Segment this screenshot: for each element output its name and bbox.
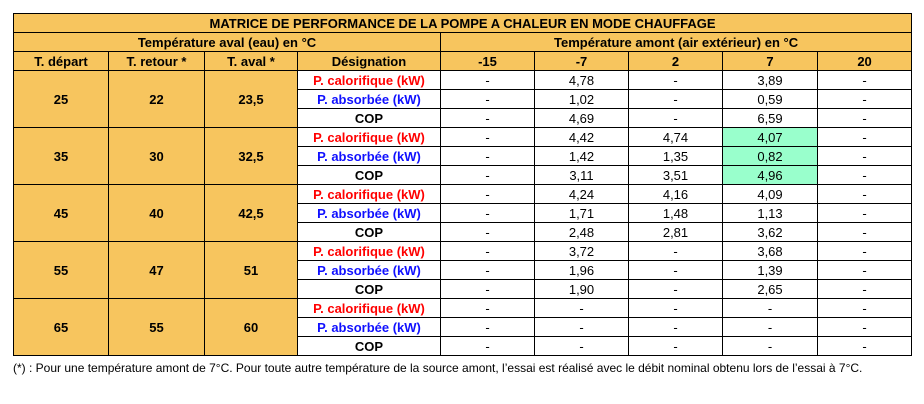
cell-value: - [818,261,912,280]
table-row [14,242,912,261]
cell-value: 4,78 [535,71,629,90]
col-header-amont-5: 20 [818,52,912,71]
header-amont: Température amont (air extérieur) en °C [441,33,912,52]
cell-value: - [441,71,535,90]
table-body [14,71,912,356]
cell-value: 2,81 [629,223,723,242]
col-header-amont-3: 2 [629,52,723,71]
cell-designation: P. absorbée (kW) [298,147,441,166]
cell-value: - [441,109,535,128]
cell-value: - [629,280,723,299]
cell-t-aval: 51 [205,242,298,299]
cell-designation: COP [298,280,441,299]
cell-t-depart: 65 [14,299,109,356]
cell-value: 3,51 [629,166,723,185]
table-row [14,71,912,90]
col-header-amont-4: 7 [723,52,818,71]
cell-value: 3,68 [723,242,818,261]
cell-value: - [441,204,535,223]
cell-value: - [441,299,535,318]
cell-value: 4,42 [535,128,629,147]
cell-value: 4,09 [723,185,818,204]
cell-value: - [629,71,723,90]
cell-t-depart: 25 [14,71,109,128]
cell-value: - [441,242,535,261]
cell-designation: P. calorifique (kW) [298,242,441,261]
cell-value: - [723,337,818,356]
cell-value: - [629,337,723,356]
cell-value: - [535,337,629,356]
cell-designation: P. calorifique (kW) [298,185,441,204]
table-row [14,128,912,147]
cell-value: 1,39 [723,261,818,280]
cell-value: 2,48 [535,223,629,242]
cell-value: 3,89 [723,71,818,90]
cell-value: - [535,299,629,318]
cell-value: 1,90 [535,280,629,299]
cell-value: 6,59 [723,109,818,128]
cell-value: - [723,318,818,337]
cell-value: 1,48 [629,204,723,223]
cell-value: 4,16 [629,185,723,204]
cell-value: - [818,299,912,318]
cell-value: - [818,166,912,185]
col-header-t-depart: T. départ [14,52,109,71]
cell-t-depart: 35 [14,128,109,185]
cell-value: - [629,261,723,280]
cell-value: 1,96 [535,261,629,280]
cell-value: - [818,337,912,356]
cell-value: - [629,242,723,261]
cell-value: 0,59 [723,90,818,109]
cell-value: 0,82 [723,147,818,166]
cell-value: 3,72 [535,242,629,261]
cell-designation: COP [298,223,441,242]
cell-value: 1,13 [723,204,818,223]
cell-designation: P. absorbée (kW) [298,204,441,223]
cell-value: - [818,280,912,299]
cell-value: - [818,109,912,128]
cell-t-aval: 32,5 [205,128,298,185]
cell-value: - [818,223,912,242]
performance-table [13,13,912,356]
cell-value: - [441,166,535,185]
cell-value: 4,24 [535,185,629,204]
cell-t-retour: 22 [109,71,205,128]
cell-designation: P. calorifique (kW) [298,299,441,318]
cell-value: - [441,337,535,356]
cell-value: - [629,109,723,128]
col-header-t-retour: T. retour * [109,52,205,71]
cell-value: - [441,147,535,166]
cell-value: - [723,299,818,318]
cell-t-aval: 60 [205,299,298,356]
cell-value: 4,74 [629,128,723,147]
col-header-designation: Désignation [298,52,441,71]
cell-designation: P. absorbée (kW) [298,90,441,109]
cell-designation: COP [298,166,441,185]
table-row [14,185,912,204]
cell-value: - [441,318,535,337]
cell-value: 1,02 [535,90,629,109]
col-header-amont-1: -15 [441,52,535,71]
cell-value: - [818,242,912,261]
cell-value: - [441,90,535,109]
cell-t-depart: 55 [14,242,109,299]
cell-value: 4,96 [723,166,818,185]
cell-t-retour: 40 [109,185,205,242]
cell-value: - [818,147,912,166]
cell-value: 1,71 [535,204,629,223]
table-row [14,299,912,318]
cell-value: - [818,128,912,147]
cell-value: - [441,280,535,299]
cell-t-aval: 23,5 [205,71,298,128]
cell-value: 1,42 [535,147,629,166]
cell-value: - [629,90,723,109]
cell-value: - [441,261,535,280]
cell-value: - [441,128,535,147]
cell-designation: P. calorifique (kW) [298,128,441,147]
cell-t-retour: 55 [109,299,205,356]
cell-value: 4,69 [535,109,629,128]
cell-designation: P. absorbée (kW) [298,261,441,280]
table-title: MATRICE DE PERFORMANCE DE LA POMPE A CHALEUR EN MODE CHAUFFAGE [14,14,912,33]
cell-value: - [629,318,723,337]
cell-designation: COP [298,337,441,356]
cell-value: 1,35 [629,147,723,166]
cell-designation: P. absorbée (kW) [298,318,441,337]
performance-matrix [13,13,911,376]
cell-t-retour: 47 [109,242,205,299]
cell-value: - [441,223,535,242]
cell-value: - [441,185,535,204]
cell-value: - [818,71,912,90]
cell-value: 3,11 [535,166,629,185]
cell-t-retour: 30 [109,128,205,185]
cell-value: - [629,299,723,318]
cell-value: - [818,318,912,337]
cell-designation: COP [298,109,441,128]
col-header-t-aval: T. aval * [205,52,298,71]
cell-value: - [535,318,629,337]
footnote: (*) : Pour une température amont de 7°C. Pour toute autre température de la source amont, l’essai est réalisé avec le débit nominal obtenu lors de l’essai à 7°C. [13,361,863,375]
cell-value: 3,62 [723,223,818,242]
cell-value: 4,07 [723,128,818,147]
col-header-amont-2: -7 [535,52,629,71]
cell-designation: P. calorifique (kW) [298,71,441,90]
cell-value: - [818,204,912,223]
cell-value: - [818,185,912,204]
header-aval: Température aval (eau) en °C [14,33,441,52]
cell-value: - [818,90,912,109]
cell-t-depart: 45 [14,185,109,242]
cell-value: 2,65 [723,280,818,299]
cell-t-aval: 42,5 [205,185,298,242]
